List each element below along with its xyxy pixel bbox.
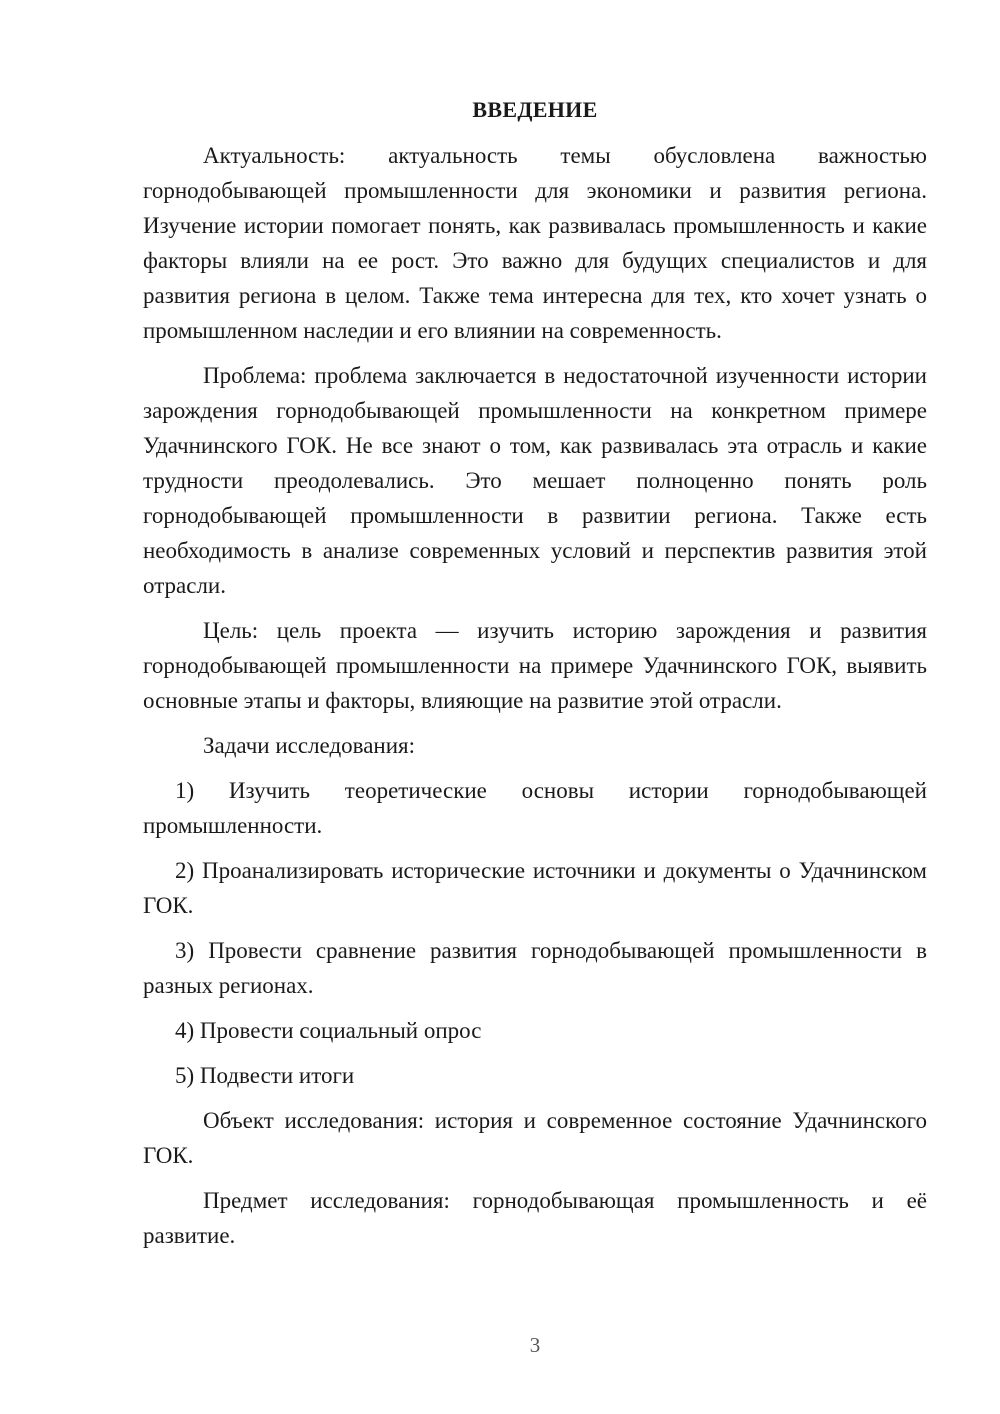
tasks-heading: Задачи исследования: bbox=[203, 733, 416, 758]
task-item-2: 2) Проанализировать исторические источники и документы о Удачнинском ГОК. bbox=[143, 858, 927, 918]
page-number: 3 bbox=[529, 1333, 541, 1357]
subject-paragraph: Предмет исследования: горнодобывающая промышленность и её развитие. bbox=[143, 1188, 927, 1248]
page-title: ВВЕДЕНИЕ bbox=[472, 97, 598, 122]
task-item-5: 5) Подвести итоги bbox=[175, 1063, 355, 1088]
object-paragraph: Объект исследования: история и современное состояние Удачнинского ГОК. bbox=[143, 1108, 927, 1168]
relevance-paragraph: Актуальность: актуальность темы обусловлена важностью горнодобывающей промышленности для экономики и развития региона. Изучение истории помогает понять, как развивалась промышленность и какие факторы влияли на ее рост. Это важно для будущих специалистов и для развития региона в целом. Также тема интересна для тех, кто хочет узнать о промышленном наследии и его влиянии на современность. bbox=[143, 143, 927, 343]
problem-paragraph: Проблема: проблема заключается в недостаточной изученности истории зарождения горнодобывающей промышленности на конкретном примере Удачнинского ГОК. Не все знают о том, как развивалась эта отрасль и какие трудности преодолевались. Это мешает полноценно понять роль горнодобывающей промышленности в развитии региона. Также есть необходимость в анализе современных условий и перспектив развития этой отрасли. bbox=[143, 363, 927, 598]
task-item-1: 1) Изучить теоретические основы истории горнодобывающей промышленности. bbox=[143, 778, 927, 838]
task-item-3: 3) Провести сравнение развития горнодобывающей промышленности в разных регионах. bbox=[143, 938, 927, 998]
task-item-4: 4) Провести социальный опрос bbox=[175, 1018, 482, 1043]
page-content bbox=[143, 94, 927, 1263]
goal-paragraph: Цель: цель проекта — изучить историю зарождения и развития горнодобывающей промышленности на примере Удачнинского ГОК, выявить основные этапы и факторы, влияющие на развитие этой отрасли. bbox=[143, 618, 927, 713]
